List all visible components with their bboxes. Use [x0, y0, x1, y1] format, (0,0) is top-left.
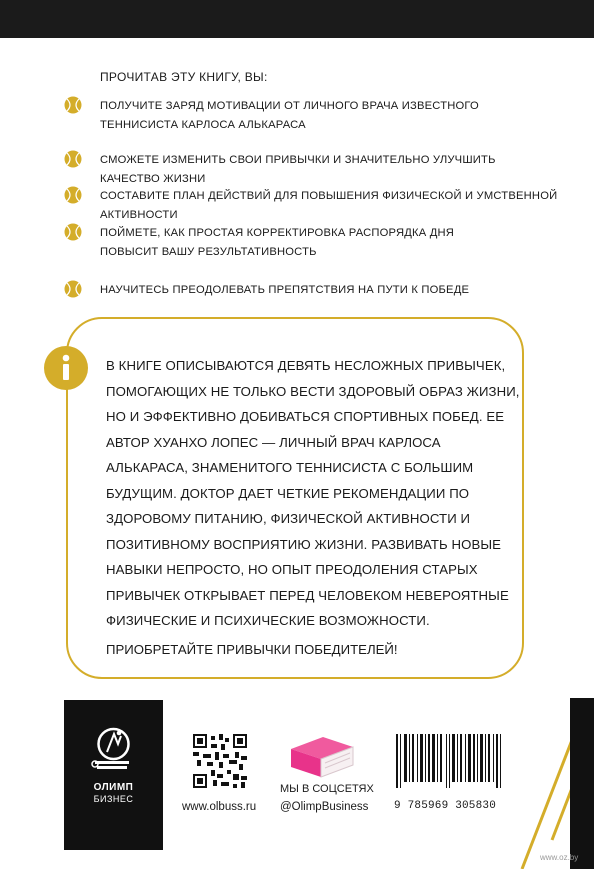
publisher-logo-icon: [64, 700, 163, 780]
tennis-ball-icon: [64, 223, 82, 241]
barcode: [394, 734, 506, 788]
benefits-title: ПРОЧИТАВ ЭТУ КНИГУ, ВЫ:: [100, 70, 268, 84]
watermark: www.oz.by: [540, 853, 579, 862]
benefit-text: ПОЛУЧИТЕ ЗАРЯД МОТИВАЦИИ ОТ ЛИЧНОГО ВРАЧА ИЗВЕСТНОГО ТЕННИСИСТА КАРЛОСА АЛЬКАРАСА: [100, 100, 479, 131]
tennis-ball-icon: [64, 96, 82, 114]
decorative-black-strip: [570, 698, 594, 869]
info-call-to-action: ПРИОБРЕТАЙТЕ ПРИВЫЧКИ ПОБЕДИТЕЛЕЙ!: [106, 642, 398, 657]
book-icon: [285, 733, 357, 781]
publisher-name: ОЛИМП: [93, 782, 134, 793]
benefit-text: СМОЖЕТЕ ИЗМЕНИТЬ СВОИ ПРИВЫЧКИ И ЗНАЧИТЕЛЬНО УЛУЧШИТЬ КАЧЕСТВО ЖИЗНИ: [100, 154, 496, 185]
isbn-number: 9 785969 305830: [394, 800, 497, 812]
qr-code[interactable]: [193, 734, 247, 788]
benefit-text: НАУЧИТЕСЬ ПРЕОДОЛЕВАТЬ ПРЕПЯТСТВИЯ НА ПУТИ К ПОБЕДЕ: [100, 284, 470, 296]
tennis-ball-icon: [64, 150, 82, 168]
website-link[interactable]: www.olbuss.ru: [182, 801, 257, 813]
benefit-text: СОСТАВИТЕ ПЛАН ДЕЙСТВИЙ ДЛЯ ПОВЫШЕНИЯ ФИЗИЧЕСКОЙ И УМСТВЕННОЙ АКТИВНОСТИ: [100, 190, 558, 221]
publisher-subname: БИЗНЕС: [93, 794, 134, 804]
social-title: МЫ В СОЦСЕТЯХ: [280, 783, 374, 795]
publisher-logo-block: [64, 700, 163, 850]
benefit-text: ПОЙМЕТЕ, КАК ПРОСТАЯ КОРРЕКТИРОВКА РАСПОРЯДКА ДНЯ ПОВЫСИТ ВАШУ РЕЗУЛЬТАТИВНОСТЬ: [100, 227, 455, 258]
info-description: В КНИГЕ ОПИСЫВАЮТСЯ ДЕВЯТЬ НЕСЛОЖНЫХ ПРИВЫЧЕК, ПОМОГАЮЩИХ НЕ ТОЛЬКО ВЕСТИ ЗДОРОВЫЙ ОБРАЗ ЖИЗНИ, НО И ЭФФЕКТИВНО ДОБИВАТЬСЯ СПОРТИВНЫХ ПОБЕД. ЕЕ АВТОР ХУАНХО ЛОПЕС — ЛИЧНЫЙ ВРАЧ КАРЛОСА АЛЬКАРАСА, ЗНАМЕНИТОГО ТЕННИСИСТА С БОЛЬШИМ БУДУЩИМ. ДОКТОР ДАЕТ ЧЕТКИЕ РЕКОМЕНДАЦИИ ПО ЗДОРОВОМУ ПИТАНИЮ, ФИЗИЧЕСКОЙ АКТИВНОСТИ И ПОЗИТИВНОМУ ВОСПРИЯТИЮ ЖИЗНИ. РАЗВИВАТЬ НОВЫЕ НАВЫКИ НЕПРОСТО, НО ОПЫТ ПРЕОДОЛЕНИЯ СТАРЫХ ПРИВЫЧЕК ОТКРЫВАЕТ ПЕРЕД ЧЕЛОВЕКОМ НЕВЕРОЯТНЫЕ ФИЗИЧЕСКИЕ И ПСИХИЧЕСКИЕ ВОЗМОЖНОСТИ.: [106, 358, 520, 628]
social-handle[interactable]: @OlimpBusiness: [280, 801, 369, 813]
top-bar: [0, 0, 594, 38]
tennis-ball-icon: [64, 280, 82, 298]
decorative-court-lines: [508, 740, 572, 869]
info-icon: [44, 346, 88, 390]
tennis-ball-icon: [64, 186, 82, 204]
